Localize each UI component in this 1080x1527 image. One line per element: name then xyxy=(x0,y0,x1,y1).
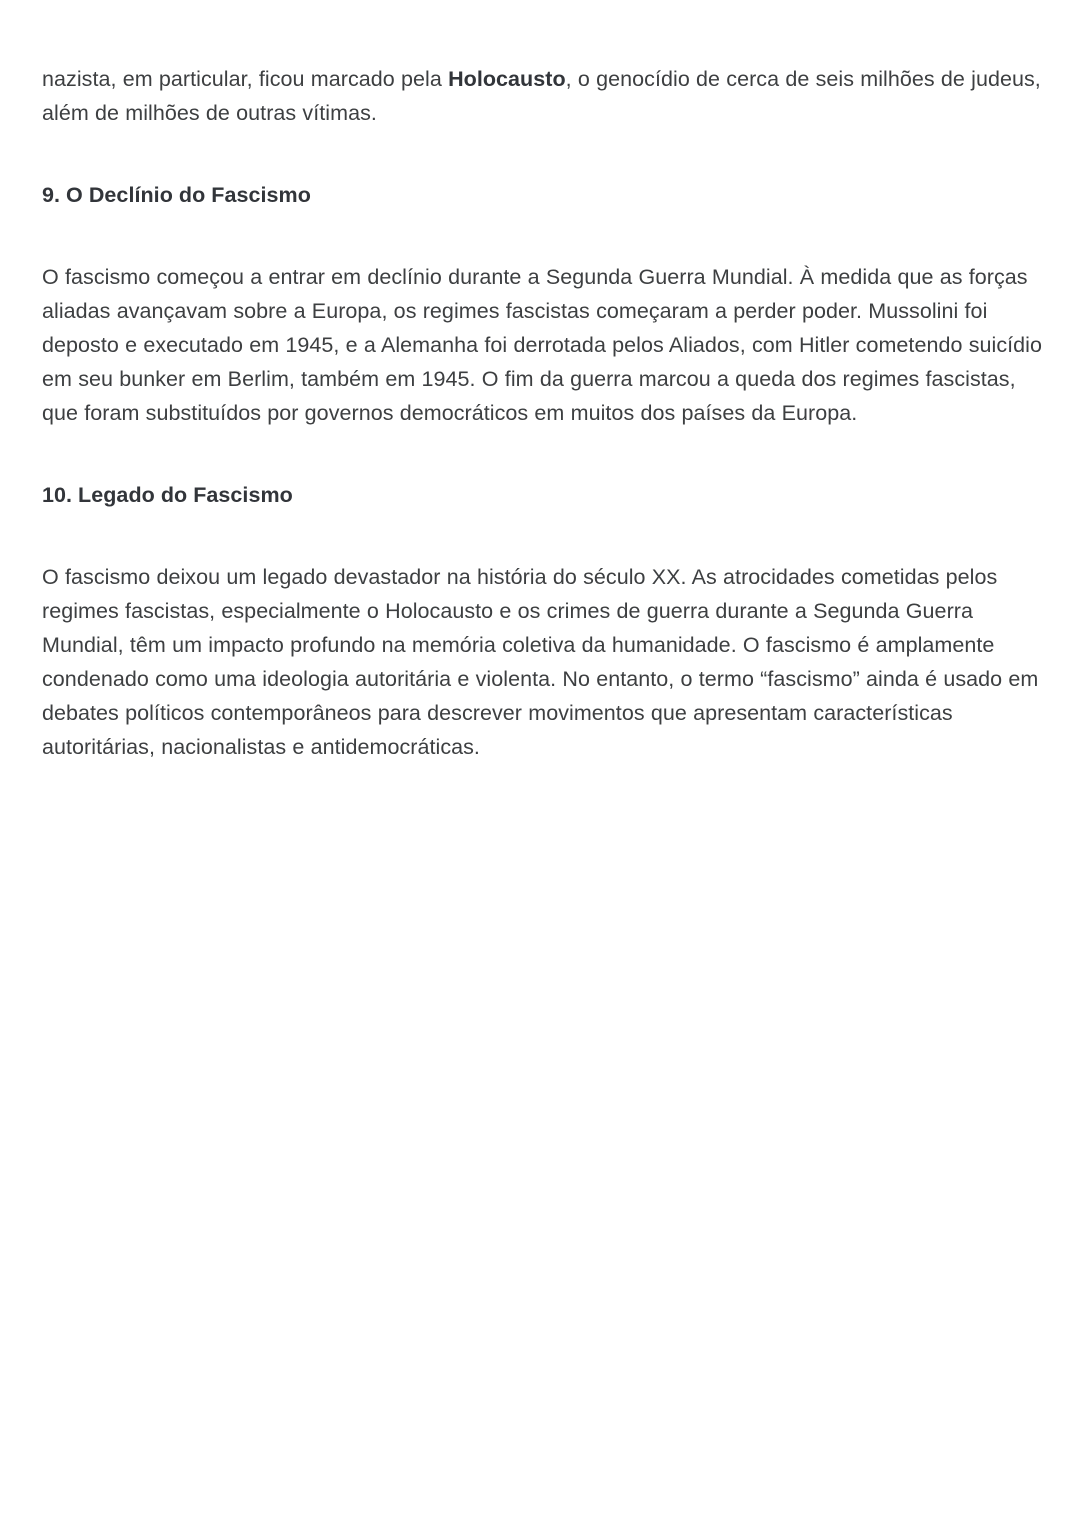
paragraph-declinio-do-fascismo: O fascismo começou a entrar em declínio durante a Segunda Guerra Mundial. À medida que as forças aliadas avançavam sobre a Europa, os regimes fascistas começaram a perder poder. Mussolini foi deposto e executado em 1945, e a Alemanha foi derrotada pelos Aliados, com Hitler cometendo suicídio em seu bunker em Berlim, também em 1945. O fim da guerra marcou a queda dos regimes fascistas, que foram substituídos por governos democráticos em muitos dos países da Europa. xyxy=(42,265,1043,425)
paragraph-legado-do-fascismo: O fascismo deixou um legado devastador na história do século XX. As atrocidades cometidas pelos regimes fascistas, especialmente o Holocausto e os crimes de guerra durante a Segunda Guerra Mundial, têm um impacto profundo na memória coletiva da humanidade. O fascismo é amplamente condenado como uma ideologia autoritária e violenta. No entanto, o termo “fascismo” ainda é usado em debates políticos contemporâneos para descrever movimentos que apresentam características autoritárias, nacionalistas e antidemocráticas. xyxy=(42,565,1039,759)
heading-10-legado-do-fascismo: 10. Legado do Fascismo xyxy=(42,483,293,507)
heading-9-declinio-do-fascismo: 9. O Declínio do Fascismo xyxy=(42,183,311,207)
paragraph-holocausto-text-after: , o genocídio de cerca de seis milhões de judeus, além de milhões de outras vítimas. xyxy=(42,67,1041,125)
paragraph-holocausto xyxy=(42,62,1042,130)
paragraph-holocausto-text-before: nazista, em particular, ficou marcado pela xyxy=(42,67,449,91)
document-body xyxy=(42,62,1042,764)
holocausto-bold-term: Holocausto xyxy=(448,67,566,91)
